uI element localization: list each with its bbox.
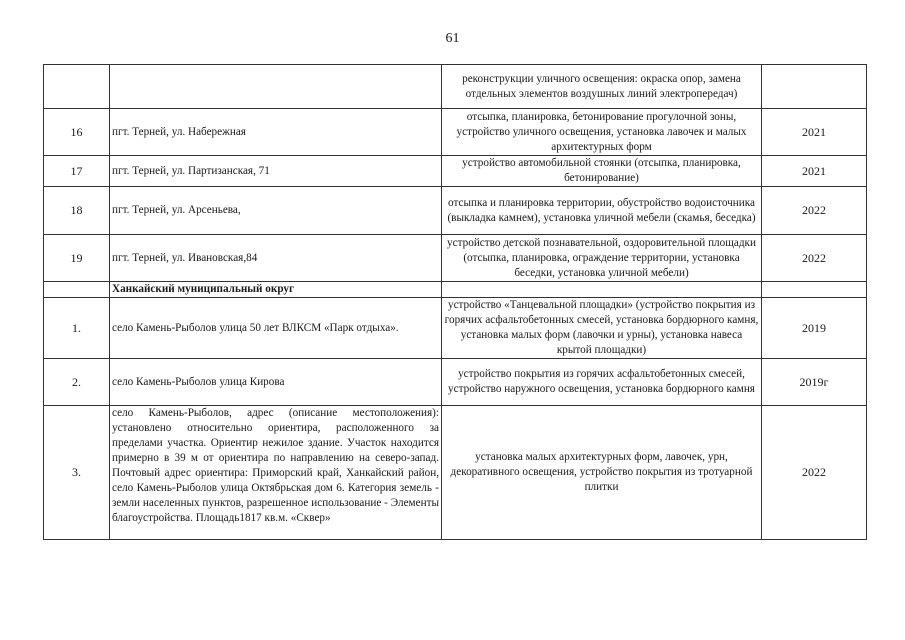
row-address: пгт. Терней, ул. Партизанская, 71 <box>110 156 442 187</box>
row-year: 2022 <box>762 406 867 540</box>
row-year: 2019г <box>762 359 867 406</box>
row-works: устройство покрытия из горячих асфальтобетонных смесей, устройство наружного освещения, установка бордюрного камня <box>442 359 762 406</box>
row-address: село Камень-Рыболов улица 50 лет ВЛКСМ «Парк отдыха». <box>110 298 442 359</box>
section-year-cell <box>762 282 867 298</box>
table-row <box>44 187 867 235</box>
row-address: село Камень-Рыболов улица Кирова <box>110 359 442 406</box>
row-address: село Камень-Рыболов, адрес (описание местоположения): установлено относительно ориентира, расположенного за пределами участка. Ориентир нежилое здание. Участок находится примерно в 39 м от ориентира по направлению на северо-запад. Почтовый адрес ориентира: Приморский край, Ханкайский район, село Камень-Рыболов улица Октябрьская дом 6. Категория земель - земли населенных пунктов, разрешенное использование - Элементы благоустройства. Площадь1817 кв.м. «Сквер» <box>110 406 442 540</box>
row-works: реконструкции уличного освещения: окраска опор, замена отдельных элементов воздушных линий электропередач) <box>442 65 762 109</box>
section-number-cell <box>44 282 110 298</box>
table-row <box>44 109 867 156</box>
row-year: 2021 <box>762 109 867 156</box>
row-year: 2019 <box>762 298 867 359</box>
row-number: 16 <box>44 109 110 156</box>
row-year: 2022 <box>762 187 867 235</box>
row-address: пгт. Терней, ул. Ивановская,84 <box>110 235 442 282</box>
row-address: пгт. Терней, ул. Набережная <box>110 109 442 156</box>
row-address <box>110 65 442 109</box>
row-works: устройство детской познавательной, оздоровительной площадки (отсыпка, планировка, ограждение территории, установка беседки, установка уличной мебели) <box>442 235 762 282</box>
improvement-objects-table <box>43 64 867 540</box>
row-works: отсыпка и планировка территории, обустройство водоисточника (выкладка камнем), установка уличной мебели (скамья, беседка) <box>442 187 762 235</box>
table-row <box>44 298 867 359</box>
row-address: пгт. Терней, ул. Арсеньева, <box>110 187 442 235</box>
row-number: 19 <box>44 235 110 282</box>
table-row <box>44 65 867 109</box>
row-number: 3. <box>44 406 110 540</box>
row-year: 2022 <box>762 235 867 282</box>
row-number: 18 <box>44 187 110 235</box>
table-row <box>44 359 867 406</box>
row-works: устройство «Танцевальной площадки» (устройство покрытия из горячих асфальтобетонных смесей, установка бордюрного камня, установка малых форм (лавочки и урны), установка навеса крытой площадки) <box>442 298 762 359</box>
row-works: отсыпка, планировка, бетонирование прогулочной зоны, устройство уличного освещения, установка лавочек и малых архитектурных форм <box>442 109 762 156</box>
row-number: 2. <box>44 359 110 406</box>
row-works: установка малых архитектурных форм, лавочек, урн, декоративного освещения, устройство покрытия из тротуарной плитки <box>442 406 762 540</box>
row-year: 2021 <box>762 156 867 187</box>
table-row <box>44 156 867 187</box>
section-row <box>44 282 867 298</box>
page-number: 61 <box>445 31 460 46</box>
row-year <box>762 65 867 109</box>
section-works-cell <box>442 282 762 298</box>
row-works: устройство автомобильной стоянки (отсыпка, планировка, бетонирование) <box>442 156 762 187</box>
row-number: 17 <box>44 156 110 187</box>
row-number: 1. <box>44 298 110 359</box>
row-number <box>44 65 110 109</box>
table-row <box>44 235 867 282</box>
table-row <box>44 406 867 540</box>
section-heading: Ханкайский муниципальный округ <box>110 282 442 298</box>
